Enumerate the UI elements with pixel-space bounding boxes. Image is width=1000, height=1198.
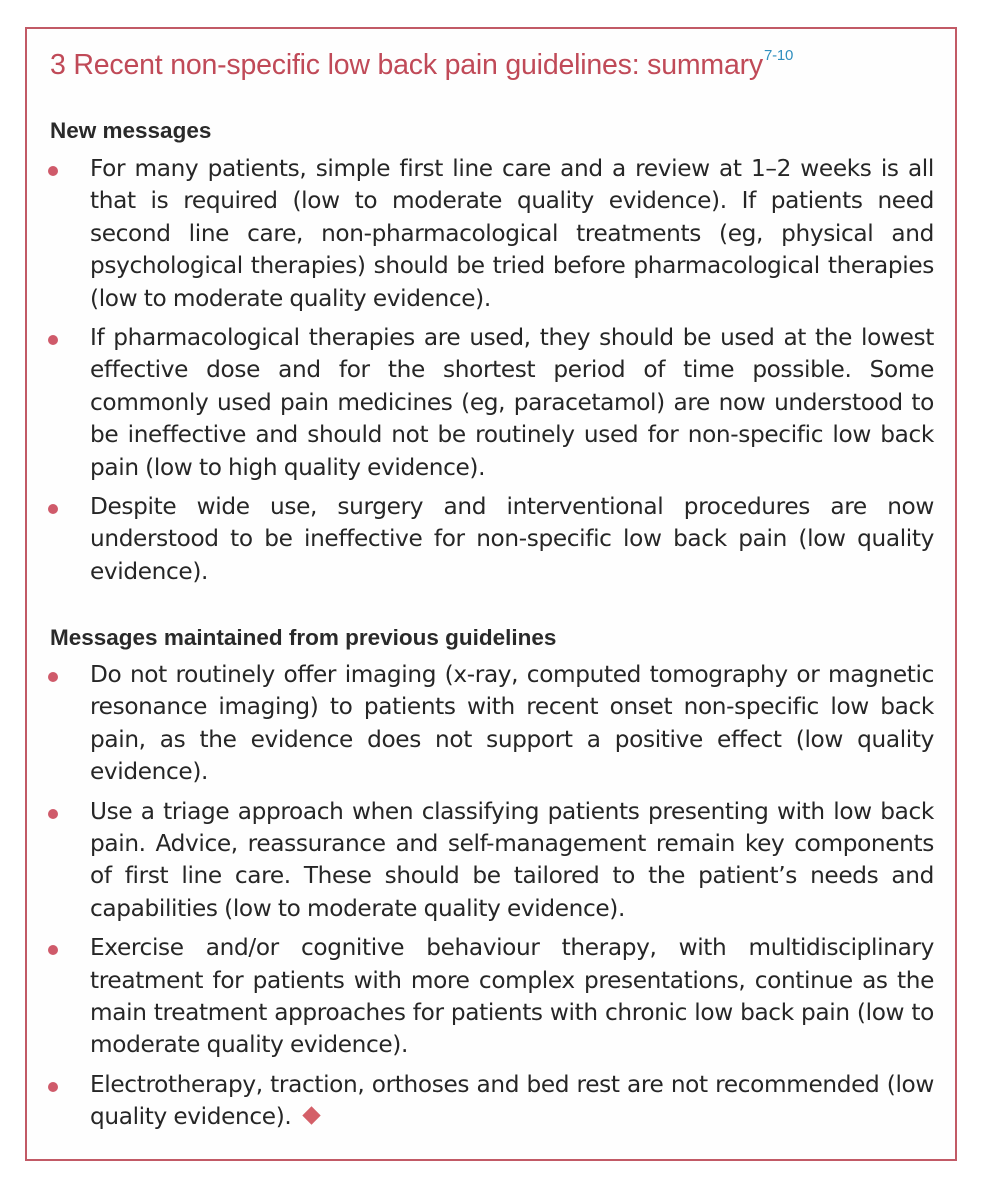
box-title-text: 3 Recent non-specific low back pain guidelines: summary <box>50 49 763 81</box>
list-item-text: For many patients, simple first line care and a review at 1–2 weeks is all that is required (low to moderate quality evidence). If patients need second line care, non-pharmacological treatments (eg, physical and psychological therapies) should be tried before pharmacological therapies (low to moderate quality evidence). <box>90 155 934 312</box>
citation-superscript: 7-10 <box>763 46 794 64</box>
section-heading-maintained-messages: Messages maintained from previous guidelines <box>50 625 557 650</box>
list-item <box>27 322 955 484</box>
bullet-dot-icon <box>48 809 58 819</box>
list-item <box>27 659 955 789</box>
list-item-text: Electrotherapy, traction, orthoses and bed rest are not recommended (low quality evidence). <box>90 1070 934 1131</box>
bullet-dot-icon <box>48 945 58 955</box>
list-item <box>27 1069 955 1134</box>
bullet-dot-icon <box>48 1082 58 1092</box>
bullet-dot-icon <box>48 672 58 682</box>
maintained-messages-list <box>27 659 955 1134</box>
new-messages-list <box>27 153 955 588</box>
box-title <box>50 46 794 82</box>
summary-box <box>25 27 957 1161</box>
list-item-text: Despite wide use, surgery and interventional procedures are now understood to be ineffective for non-specific low back pain (low quality evidence). <box>90 493 934 585</box>
list-item-text: Exercise and/or cognitive behaviour therapy, with multidisciplinary treatment for patients with more complex presentations, continue as the main treatment approaches for patients with chronic low back pain (low to moderate quality evidence). <box>90 934 934 1059</box>
diamond-end-mark-icon <box>303 1107 321 1125</box>
list-item-text: Use a triage approach when classifying patients presenting with low back pain. Advice, reassurance and self-management remain key components of first line care. These should be tailored to the patient’s needs and capabilities (low to moderate quality evidence). <box>90 797 934 922</box>
list-item <box>27 153 955 315</box>
bullet-dot-icon <box>48 335 58 345</box>
list-item-text: If pharmacological therapies are used, they should be used at the lowest effective dose and for the shortest period of time possible. Some commonly used pain medicines (eg, paracetamol) are now understood to be ineffective and should not be routinely used for non-specific low back pain (low to high quality evidence). <box>90 324 934 481</box>
bullet-dot-icon <box>48 504 58 514</box>
bullet-dot-icon <box>48 166 58 176</box>
list-item <box>27 491 955 588</box>
list-item <box>27 932 955 1062</box>
section-heading-new-messages: New messages <box>50 118 212 143</box>
list-item <box>27 796 955 926</box>
list-item-text: Do not routinely offer imaging (x-ray, computed tomography or magnetic resonance imaging) to patients with recent onset non-specific low back pain, as the evidence does not support a positive effect (low quality evidence). <box>90 661 934 786</box>
